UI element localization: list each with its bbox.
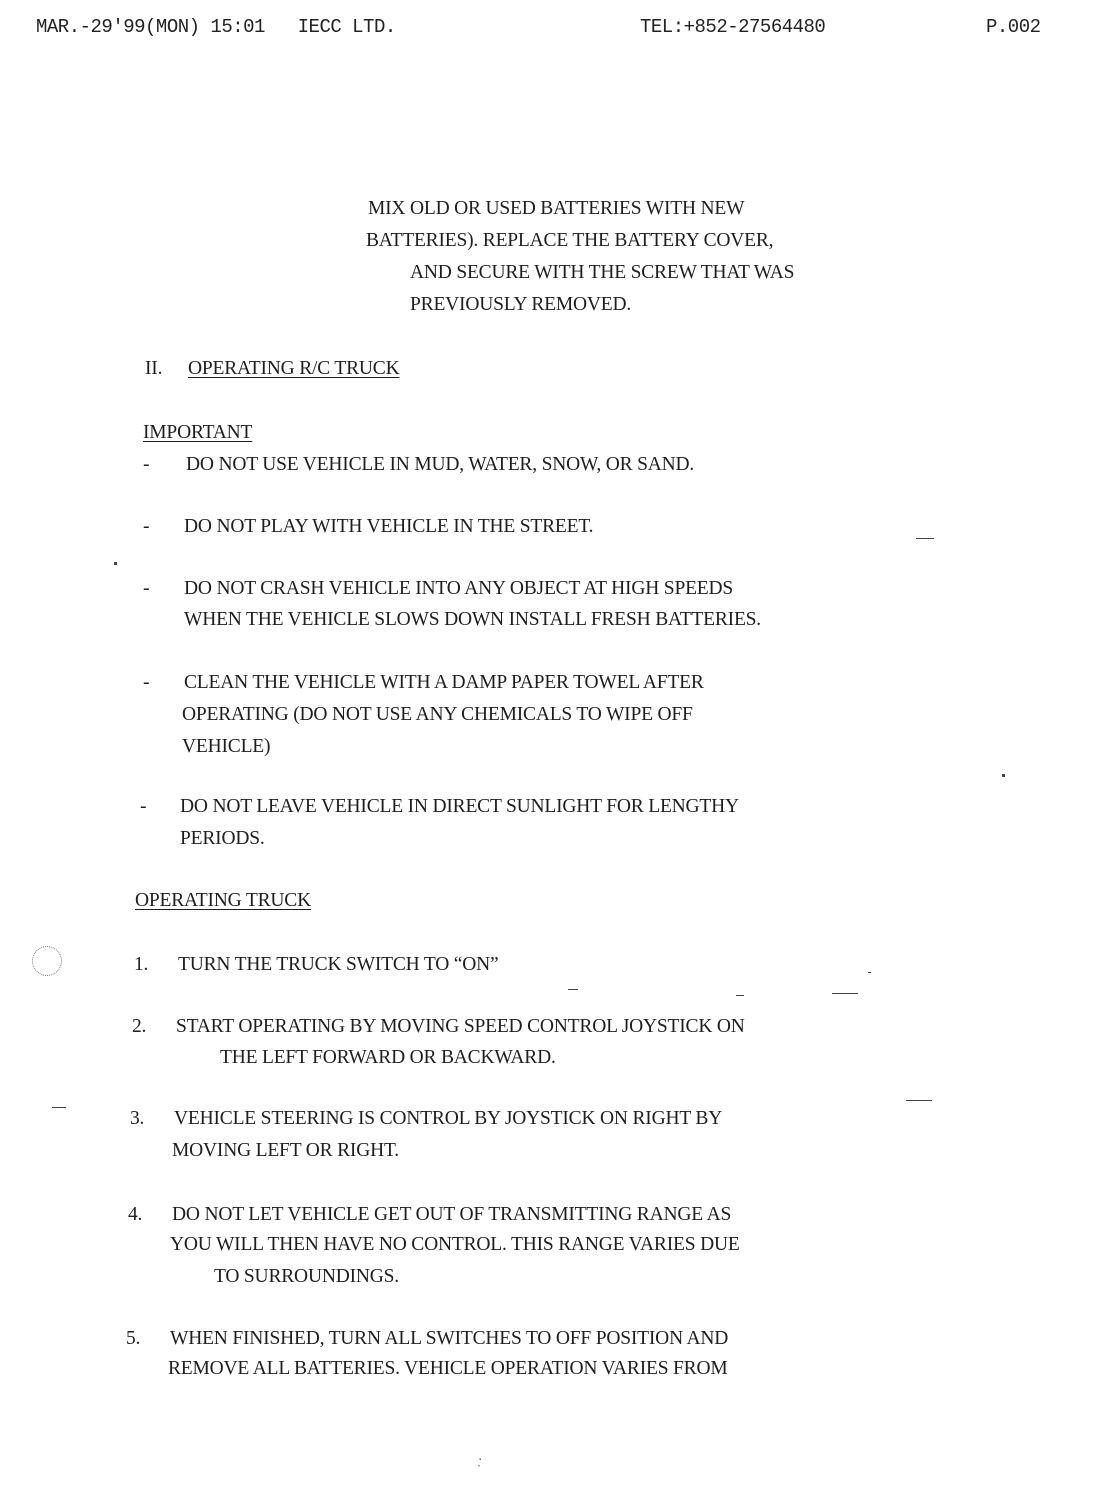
scan-speck xyxy=(52,1107,66,1108)
important-item-text: PERIODS. xyxy=(180,828,265,849)
section-number: II. xyxy=(145,358,163,379)
bullet-dash: - xyxy=(143,672,150,693)
bullet-dash: - xyxy=(143,516,150,537)
scan-artifact: ·̣ xyxy=(478,1452,483,1468)
step-number: 2. xyxy=(132,1016,147,1037)
step-number: 5. xyxy=(126,1328,141,1349)
step-text: VEHICLE STEERING IS CONTROL BY JOYSTICK ON RIGHT BY xyxy=(174,1108,723,1129)
fax-header xyxy=(0,16,1119,44)
fax-header-telephone: TEL:+852-27564480 xyxy=(640,16,826,38)
scan-speck xyxy=(916,538,934,539)
continuation-line: MIX OLD OR USED BATTERIES WITH NEW xyxy=(368,198,745,219)
scan-speck xyxy=(568,989,578,990)
fax-header-page-number: P.002 xyxy=(986,16,1041,38)
step-text: THE LEFT FORWARD OR BACKWARD. xyxy=(220,1047,556,1068)
important-item-text: WHEN THE VEHICLE SLOWS DOWN INSTALL FRESH BATTERIES. xyxy=(184,609,761,630)
step-text: REMOVE ALL BATTERIES. VEHICLE OPERATION VARIES FROM xyxy=(168,1358,728,1379)
continuation-line: PREVIOUSLY REMOVED. xyxy=(410,294,632,315)
scan-speck xyxy=(906,1100,932,1101)
step-text: TO SURROUNDINGS. xyxy=(214,1266,399,1287)
important-item-text: CLEAN THE VEHICLE WITH A DAMP PAPER TOWEL AFTER xyxy=(184,672,704,693)
step-text: MOVING LEFT OR RIGHT. xyxy=(172,1140,399,1161)
bullet-dash: - xyxy=(143,578,150,599)
step-number: 4. xyxy=(128,1204,143,1225)
bullet-dash: - xyxy=(143,454,150,475)
scan-speck xyxy=(868,972,871,973)
important-heading: IMPORTANT xyxy=(143,422,253,443)
scan-speck xyxy=(1002,774,1005,777)
step-text: TURN THE TRUCK SWITCH TO “ON” xyxy=(178,954,499,975)
scan-speck xyxy=(736,995,744,996)
step-number: 1. xyxy=(134,954,149,975)
important-item-text: OPERATING (DO NOT USE ANY CHEMICALS TO WIPE OFF xyxy=(182,704,693,725)
step-text: DO NOT LET VEHICLE GET OUT OF TRANSMITTING RANGE AS xyxy=(172,1204,732,1225)
important-item-text: DO NOT USE VEHICLE IN MUD, WATER, SNOW, OR SAND. xyxy=(186,454,695,475)
important-item-text: DO NOT LEAVE VEHICLE IN DIRECT SUNLIGHT FOR LENGTHY xyxy=(180,796,739,817)
scan-speck xyxy=(832,993,858,994)
scan-speck xyxy=(114,562,117,565)
important-item-text: VEHICLE) xyxy=(182,736,271,757)
important-item-text: DO NOT PLAY WITH VEHICLE IN THE STREET. xyxy=(184,516,594,537)
important-item-text: DO NOT CRASH VEHICLE INTO ANY OBJECT AT HIGH SPEEDS xyxy=(184,578,734,599)
fax-header-sender: MAR.-29'99(MON) 15:01 IECC LTD. xyxy=(36,16,396,38)
scan-artifact xyxy=(32,946,62,976)
section-title: OPERATING R/C TRUCK xyxy=(188,358,400,379)
continuation-line: AND SECURE WITH THE SCREW THAT WAS xyxy=(410,262,795,283)
step-text: START OPERATING BY MOVING SPEED CONTROL JOYSTICK ON xyxy=(176,1016,745,1037)
step-number: 3. xyxy=(130,1108,145,1129)
step-text: YOU WILL THEN HAVE NO CONTROL. THIS RANGE VARIES DUE xyxy=(170,1234,740,1255)
operating-heading: OPERATING TRUCK xyxy=(135,890,311,911)
bullet-dash: - xyxy=(140,796,147,817)
step-text: WHEN FINISHED, TURN ALL SWITCHES TO OFF POSITION AND xyxy=(170,1328,729,1349)
continuation-line: BATTERIES). REPLACE THE BATTERY COVER, xyxy=(366,230,774,251)
